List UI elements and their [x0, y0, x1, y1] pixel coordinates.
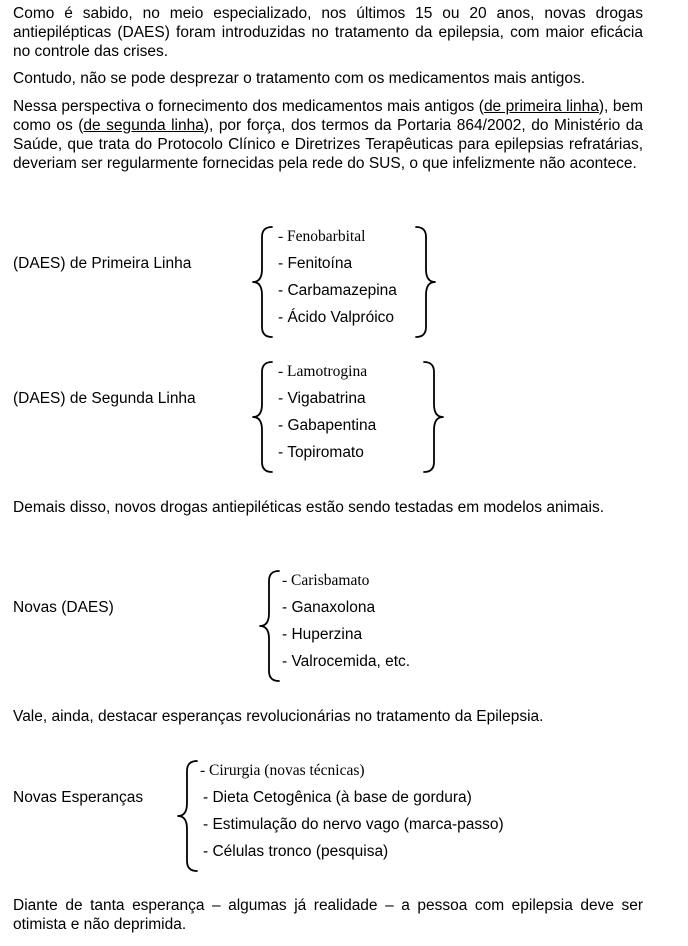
paragraph-contudo: Contudo, não se pode desprezar o tratamento com os medicamentos mais antigos.	[13, 70, 586, 87]
item-topiromato: - Topiromato	[278, 444, 364, 461]
item-valrocemida: - Valrocemida, etc.	[282, 653, 411, 670]
paragraph-perspectiva-part-c: ), por força, dos termos da Portaria 864/2002, do Ministério da Saúde, que trata do Protocolo Clínico e Diretrizes Terapêuticas para epilepsias refratárias, deveriam ser regularmente fornecidas pela rede do SUS, o que infelizmente não acontece.	[13, 117, 643, 172]
underline-segunda-linha: de segunda linha	[83, 117, 204, 134]
right-brace-segunda	[420, 360, 450, 474]
left-brace-primeira	[250, 225, 280, 339]
paragraph-vale: Vale, ainda, destacar esperanças revolucionárias no tratamento da Epilepsia.	[13, 708, 544, 725]
group-label-novas-esperancas: Novas Esperanças	[13, 789, 144, 806]
paragraph-perspectiva	[13, 97, 643, 173]
item-vigabatrina: - Vigabatrina	[278, 390, 366, 407]
item-celulas-tronco: - Células tronco (pesquisa)	[203, 843, 389, 860]
item-acido-valproico: - Ácido Valpróico	[278, 309, 395, 326]
item-estimulacao-nervo-vago: - Estimulação do nervo vago (marca-passo)	[203, 816, 504, 833]
paragraph-diante: Diante de tanta esperança – algumas já realidade – a pessoa com epilepsia deve ser otimista e não deprimida.	[13, 897, 643, 933]
group-label-novas-daes: Novas (DAES)	[13, 599, 114, 616]
item-carisbamato: - Carisbamato	[282, 572, 370, 589]
item-gabapentina: - Gabapentina	[278, 417, 377, 434]
item-fenobarbital: - Fenobarbital	[278, 228, 366, 245]
item-cirurgia: - Cirurgia (novas técnicas)	[200, 762, 365, 779]
item-dieta-cetogenica: - Dieta Cetogênica (à base de gordura)	[203, 789, 472, 806]
group-label-primeira-linha: (DAES) de Primeira Linha	[13, 255, 192, 272]
left-brace-segunda	[250, 360, 280, 474]
item-ganaxolona: - Ganaxolona	[282, 599, 376, 616]
paragraph-demais: Demais disso, novos drogas antiepiléticas estão sendo testadas em modelos animais.	[13, 499, 605, 516]
right-brace-primeira	[412, 225, 442, 339]
paragraph-perspectiva-part-b: ), bem como os (	[13, 98, 643, 134]
item-carbamazepina: - Carbamazepina	[278, 282, 397, 299]
group-label-segunda-linha: (DAES) de Segunda Linha	[13, 390, 196, 407]
paragraph-intro: Como é sabido, no meio especializado, nos últimos 15 ou 20 anos, novas drogas antiepilépticas (DAES) foram introduzidas no tratamento da epilepsia, com maior eficácia no controle das crises.	[13, 5, 643, 60]
underline-primeira-linha: de primeira linha	[483, 98, 599, 115]
item-huperzina: - Huperzina	[282, 626, 363, 643]
item-fenitoina: - Fenitoína	[278, 255, 353, 272]
item-lamotrogina: - Lamotrogina	[278, 363, 368, 380]
paragraph-perspectiva-part-a: Nessa perspectiva o fornecimento dos medicamentos mais antigos (	[13, 98, 484, 115]
